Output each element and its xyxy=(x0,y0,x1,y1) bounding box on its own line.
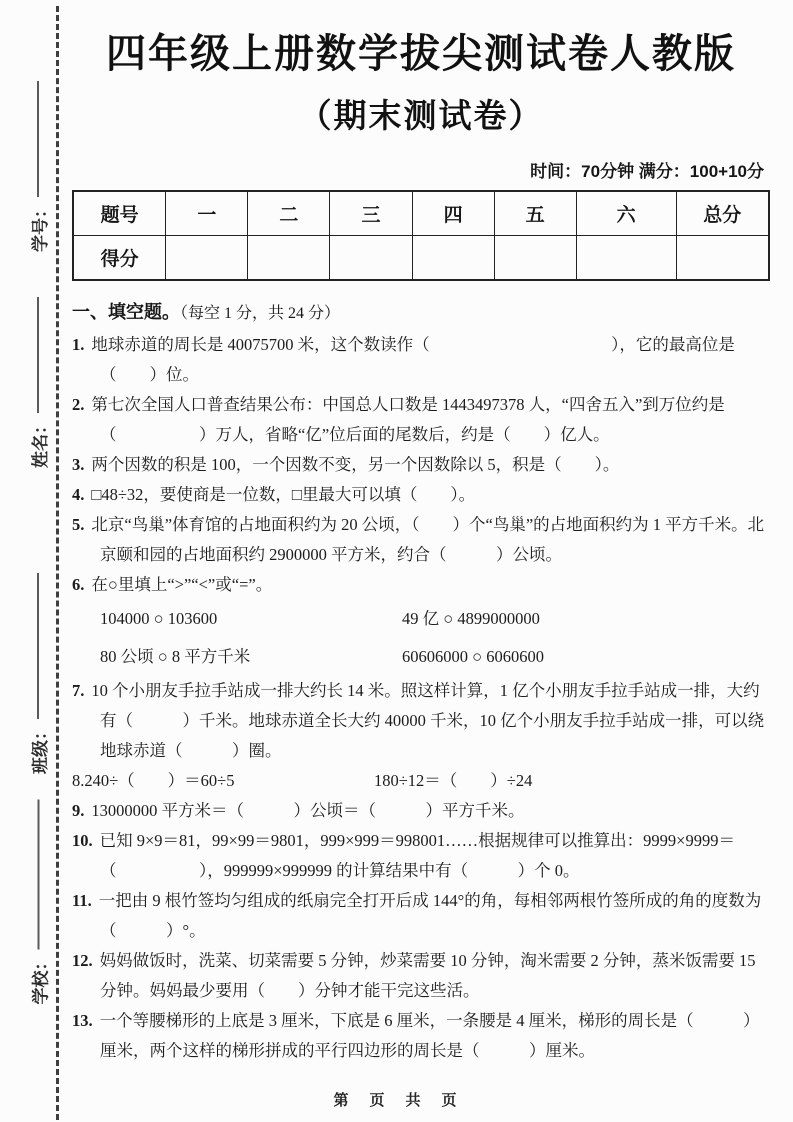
question-text: 第七次全国人口普查结果公布：中国总人口数是 1443497378 人，“四舍五入”到万位约是（ ）万人，省略“亿”位后面的尾数后，约是（ ）亿人。 xyxy=(91,395,725,444)
header-cell-section-2: 二 xyxy=(248,191,330,236)
question-number: 12. xyxy=(72,951,93,970)
student-id-blank-line xyxy=(37,81,39,197)
section-note: （每空 1 分，共 24 分） xyxy=(180,305,341,322)
page-footer: 第 页 共 页 xyxy=(333,1092,460,1109)
compare-item: 60606000 ○ 6060600 xyxy=(402,647,544,666)
question-number: 13. xyxy=(72,1011,93,1030)
paper-subtitle: （期末测试卷） xyxy=(298,97,544,134)
question-10 xyxy=(72,826,770,886)
question-9 xyxy=(72,796,770,826)
class-label: 班级： xyxy=(30,723,50,774)
class-blank-line xyxy=(37,573,39,719)
question-number: 8. xyxy=(72,771,85,790)
question-text: 已知 9×9＝81，99×99＝9801，999×999＝998001……根据规律可以推算出：9999×9999＝（ ），999999×999999 的计算结果中有（ ）个 0。 xyxy=(99,831,735,880)
question-text: 240÷（ ）＝60÷5 xyxy=(84,771,235,790)
question-text: 一个等腰梯形的上底是 3 厘米，下底是 6 厘米，一条腰是 4 厘米，梯形的周长是（ ）厘米，两个这样的梯形拼成的平行四边形的周长是（ ）厘米。 xyxy=(99,1011,760,1060)
question-number: 1. xyxy=(72,335,85,354)
header-cell-section-5: 五 xyxy=(494,191,576,236)
question-6-compare-row-2 xyxy=(72,638,770,676)
question-text: 两个因数的积是 100，一个因数不变，另一个因数除以 5，积是（ ）。 xyxy=(91,455,620,474)
question-number: 10. xyxy=(72,831,93,850)
equation-left xyxy=(72,766,374,796)
header-cell-section-6: 六 xyxy=(576,191,676,236)
question-number: 3. xyxy=(72,455,85,474)
header-cell-section-4: 四 xyxy=(412,191,494,236)
score-table-score-row xyxy=(73,236,769,281)
score-label-cell: 得分 xyxy=(73,236,166,281)
question-12 xyxy=(72,946,770,1006)
question-11 xyxy=(72,886,770,946)
score-cell xyxy=(412,236,494,281)
question-6 xyxy=(72,570,770,600)
margin-field-name xyxy=(26,288,50,468)
margin-field-student-id xyxy=(26,72,50,252)
header-cell-section-3: 三 xyxy=(330,191,412,236)
question-number: 5. xyxy=(72,515,85,534)
score-cell xyxy=(494,236,576,281)
compare-item: 49 亿 ○ 4899000000 xyxy=(402,609,540,628)
question-text: 一把由 9 根竹签均匀组成的纸扇完全打开后成 144°的角，每相邻两根竹签所成的角的度数为（ ）°。 xyxy=(98,891,762,940)
score-cell xyxy=(676,236,769,281)
score-table xyxy=(72,190,770,281)
section-title: 一、填空题。 xyxy=(72,302,180,322)
question-13 xyxy=(72,1006,770,1066)
score-cell xyxy=(248,236,330,281)
equation-right: 180÷12＝（ ）÷24 xyxy=(374,771,533,790)
question-text: 妈妈做饭时，洗菜、切菜需要 5 分钟，炒菜需要 10 分钟，淘米需要 2 分钟，蒸米饭需要 15 分钟。妈妈最少要用（ ）分钟才能干完这些活。 xyxy=(99,951,756,1000)
score-cell xyxy=(576,236,676,281)
compare-item: 80 公顷 ○ 8 平方千米 xyxy=(100,647,251,666)
header-cell-total: 总分 xyxy=(676,191,769,236)
question-number: 11. xyxy=(72,891,92,910)
school-label: 学校： xyxy=(31,953,50,1005)
question-number: 2. xyxy=(72,395,85,414)
question-text: □48÷32，要使商是一位数，□里最大可以填（ ）。 xyxy=(91,485,476,504)
main-content xyxy=(72,0,770,1066)
score-cell xyxy=(330,236,412,281)
question-number: 9. xyxy=(72,801,85,820)
question-text: 10 个小朋友手拉手站成一排大约长 14 米。照这样计算，1 亿个小朋友手拉手站成一排，大约有（ ）千米。地球赤道全长大约 40000 千米，10 亿个小朋友手拉手站成一排，可以绕地球赤道（ ）圈。 xyxy=(91,681,765,760)
time-and-score-info: 时间：70分钟 满分：100+10分 xyxy=(530,162,764,181)
student-id-label: 学号： xyxy=(30,201,50,252)
margin-field-school xyxy=(27,790,51,1005)
section-1-heading xyxy=(72,298,770,324)
margin-field-class xyxy=(26,564,50,774)
header-cell-question-number: 题号 xyxy=(73,191,166,236)
question-5 xyxy=(72,510,770,570)
compare-item: 104000 ○ 103600 xyxy=(100,609,218,628)
school-blank-line xyxy=(38,800,40,950)
question-number: 7. xyxy=(72,681,85,700)
dashed-cut-line xyxy=(56,6,59,1120)
header-cell-section-1: 一 xyxy=(166,191,248,236)
name-label: 姓名： xyxy=(30,417,50,468)
question-number: 4. xyxy=(72,485,85,504)
question-text: 在○里填上“>”“<”或“=”。 xyxy=(91,575,273,594)
question-7 xyxy=(72,676,770,766)
question-8 xyxy=(72,766,770,796)
question-number: 6. xyxy=(72,575,85,594)
question-list xyxy=(72,330,770,1066)
question-2 xyxy=(72,390,770,450)
question-4 xyxy=(72,480,770,510)
paper-title: 四年级上册数学拔尖测试卷人教版 xyxy=(106,32,736,76)
score-table-header-row xyxy=(73,191,769,236)
question-text: 北京“鸟巢”体育馆的占地面积约为 20 公顷，（ ）个“鸟巢”的占地面积约为 1 平方千米。北京颐和园的占地面积约 2900000 平方米，约合（ ）公顷。 xyxy=(91,515,765,564)
question-1 xyxy=(72,330,770,390)
question-6-compare-row-1 xyxy=(72,600,770,638)
question-text: 地球赤道的周长是 40075700 米，这个数读作（ ），它的最高位是（ ）位。 xyxy=(91,335,735,384)
score-cell xyxy=(166,236,248,281)
question-3 xyxy=(72,450,770,480)
name-blank-line xyxy=(37,297,39,413)
question-text: 13000000 平方米＝（ ）公顷＝（ ）平方千米。 xyxy=(91,801,525,820)
